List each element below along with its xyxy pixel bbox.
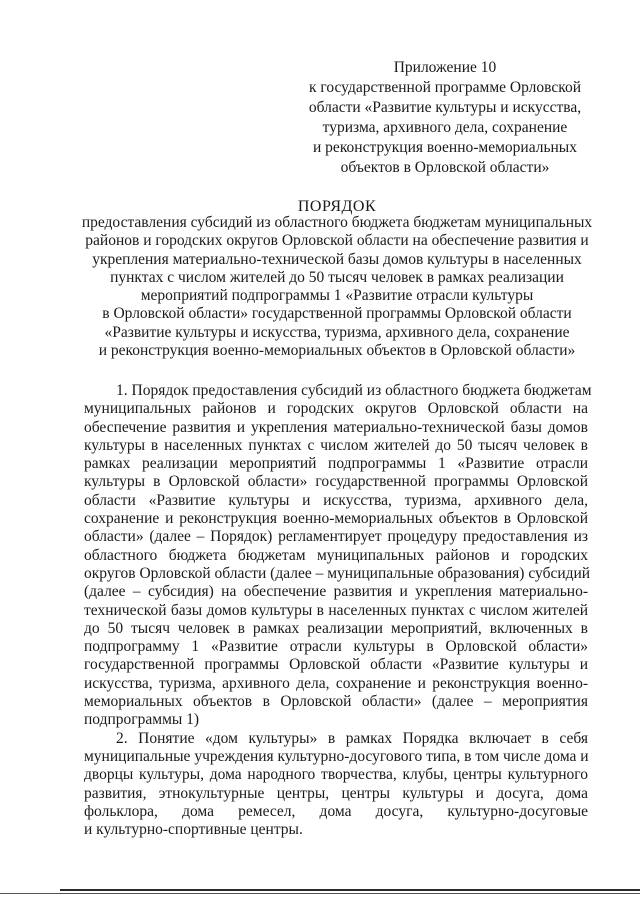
subtitle-line: районов и городских округов Орловской области на обеспечение развития и	[85, 232, 589, 250]
paragraph-line: (далее – субсидия) на обеспечение развития и укрепления материально-	[84, 583, 588, 601]
paragraph-line: подпрограмму 1 «Развитие отрасли культуры в Орловской области»	[84, 638, 588, 656]
subtitle-line: пунктах с числом жителей до 50 тысяч человек в рамках реализации	[110, 268, 564, 286]
document-subtitle	[64, 214, 610, 360]
paragraph-line: искусства, туризма, архивного дела, сохранение и реконструкция военно-	[84, 674, 588, 692]
page-bottom-divider	[60, 889, 640, 891]
paragraph-line: развития, этнокультурные центры, центры культуры и досуга, дома	[84, 784, 588, 802]
paragraph-line: государственной программы Орловской области «Развитие культуры и	[84, 656, 588, 674]
appendix-line: и реконструкция военно-мемориальных	[313, 139, 577, 156]
paragraph-line: округов Орловской области (далее – муниципальные образования) субсидий	[84, 564, 591, 582]
paragraph-line: сохранение и реконструкция военно-мемориальных объектов в Орловской	[84, 510, 588, 528]
appendix-line: объектов в Орловской области»	[340, 159, 550, 176]
page-bottom-edge	[0, 893, 640, 894]
subtitle-line: мероприятий подпрограммы 1 «Развитие отрасли культуры	[140, 287, 534, 305]
paragraph-line: культуры в Орловской области» государственной программы Орловской	[84, 473, 588, 491]
paragraph-line: культуры в населенных пунктах с числом жителей до 50 тысяч человек в	[84, 436, 588, 454]
paragraph-line: области» (далее – Порядок) регламентирует процедуру предоставления из	[84, 528, 588, 546]
paragraph-line: мемориальных объектов в Орловской области» (далее – мероприятия	[84, 693, 588, 711]
paragraph-line: области «Развитие культуры и искусства, туризма, архивного дела,	[84, 491, 588, 509]
subtitle-line: и реконструкция военно-мемориальных объектов в Орловской области»	[98, 342, 576, 360]
paragraph-line: 1. Порядок предоставления субсидий из областного бюджета бюджетам	[116, 382, 592, 399]
subtitle-line: укрепления материально-технической базы домов культуры в населенных	[92, 250, 582, 268]
paragraph-2	[84, 730, 588, 840]
appendix-line: туризма, архивного дела, сохранение	[322, 119, 568, 136]
appendix-line: к государственной программе Орловской	[308, 79, 582, 96]
subtitle-line: предоставления субсидий из областного бюджета бюджетам муниципальных	[81, 214, 593, 231]
subtitle-line: в Орловской области» государственной программы Орловской области	[102, 305, 572, 323]
appendix-line: области «Развитие культуры и искусства,	[308, 99, 582, 116]
paragraph-line: до 50 тысяч человек в рамках реализации мероприятий, включенных в	[84, 619, 588, 637]
paragraph-line: обеспечение развития и укрепления материально-технической базы домов	[84, 418, 588, 436]
document-body	[84, 382, 592, 839]
paragraph-line: 2. Понятие «дом культуры» в рамках Порядка включает в себя	[116, 729, 588, 747]
paragraph-line: муниципальных районов и городских округов Орловской области на	[84, 400, 588, 418]
paragraph-line: муниципальные учреждения культурно-досугового типа, в том числе дома и	[84, 747, 589, 765]
document-title: ПОРЯДОК	[297, 198, 377, 215]
subtitle-line: «Развитие культуры и искусства, туризма, архивного дела, сохранение	[104, 323, 570, 341]
paragraph-line: областного бюджета бюджетам муниципальных районов и городских	[84, 546, 588, 564]
paragraph-line: подпрограммы 1)	[84, 711, 200, 729]
appendix-line: Приложение 10	[393, 59, 497, 76]
paragraph-line: рамках реализации мероприятий подпрограммы 1 «Развитие отрасли	[84, 455, 588, 473]
appendix-header	[290, 58, 600, 178]
paragraph-line: фольклора, дома ремесел, дома досуга, культурно-досуговые	[84, 802, 588, 820]
paragraph-1	[84, 382, 592, 730]
paragraph-line: дворцы культуры, дома народного творчества, клубы, центры культурного	[84, 766, 588, 784]
paragraph-line: и культурно-спортивные центры.	[84, 821, 303, 839]
paragraph-line: технической базы домов культуры в населенных пунктах с числом жителей	[84, 601, 588, 619]
